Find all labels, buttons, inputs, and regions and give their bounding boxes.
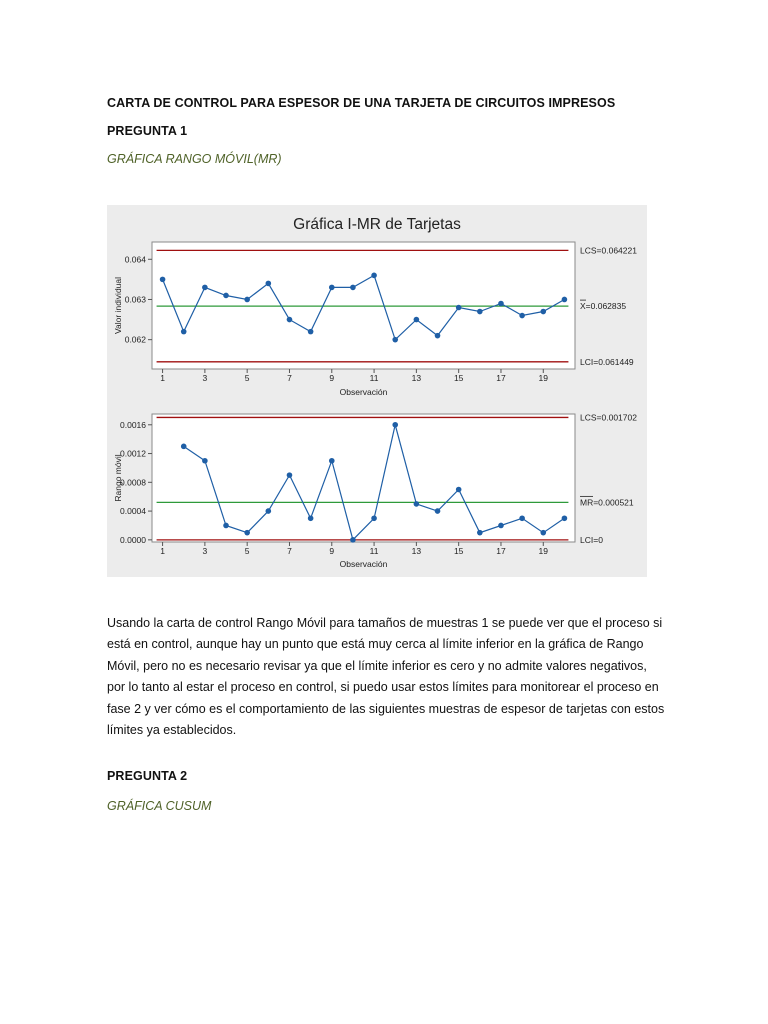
panel-2-data-point-11	[371, 515, 377, 521]
panel-2-data-point-6	[266, 508, 272, 514]
panel-1-data-point-6	[266, 281, 272, 287]
panel-1-lcl-label: LCI=0.061449	[580, 356, 634, 367]
panel-2-data-point-16	[477, 530, 483, 536]
panel-2-x-tick-label-7: 7	[287, 546, 292, 556]
panel-1-data-point-8	[308, 329, 314, 335]
panel-2-data-point-15	[456, 487, 462, 493]
panel-1-x-tick-label-15: 15	[453, 373, 464, 383]
control-chart-figure	[107, 205, 647, 577]
panel-2-y-tick-label-0.0000: 0.0000	[120, 534, 146, 545]
panel-2-data-point-3	[202, 458, 208, 464]
panel-1-y-tick-label-0.062: 0.062	[124, 334, 146, 345]
panel-2-y-tick-label-0.0016: 0.0016	[120, 419, 146, 430]
panel-2-x-tick-label-5: 5	[244, 546, 250, 556]
panel-1-x-axis-label: Observación	[339, 387, 388, 397]
panel-1-y-axis-label: Valor individual	[113, 276, 123, 335]
panel-2-x-tick-label-1: 1	[160, 546, 165, 556]
panel-2-x-tick-label-11: 11	[369, 546, 379, 556]
panel-2-data-point-18	[519, 515, 525, 521]
panel-1-x-tick-label-7: 7	[287, 373, 292, 383]
panel-2-x-tick-label-17: 17	[496, 546, 506, 556]
panel-2-data-point-8	[308, 515, 314, 521]
panel-1-data-point-17	[498, 301, 504, 307]
panel-1-data-point-20	[562, 297, 568, 303]
panel-1-ucl-label: LCS=0.064221	[580, 245, 637, 256]
panel-2-x-tick-label-3: 3	[202, 546, 208, 556]
panel-1-x-tick-label-17: 17	[496, 373, 506, 383]
panel-1-data-point-5	[244, 297, 250, 303]
panel-1-data-point-19	[540, 309, 546, 315]
panel-2-data-point-19	[540, 530, 546, 536]
panel-1-x-tick-label-11: 11	[369, 373, 379, 383]
panel-1-data-point-2	[181, 329, 187, 335]
panel-1-data-point-15	[456, 305, 462, 311]
question-2-heading: PREGUNTA 2	[107, 769, 188, 783]
panel-1-x-tick-label-3: 3	[202, 373, 208, 383]
panel-2-data-point-12	[392, 422, 398, 428]
panel-1-data-point-7	[287, 317, 293, 323]
panel-2-x-tick-label-19: 19	[538, 546, 549, 556]
panel-1-data-point-1	[160, 277, 166, 283]
panel-2-data-point-5	[244, 530, 250, 536]
panel-2-data-point-10	[350, 537, 356, 543]
panel-2-data-point-14	[435, 508, 441, 514]
question-2-subtitle: GRÁFICA CUSUM	[107, 799, 212, 813]
panel-1-data-point-16	[477, 309, 483, 315]
panel-2-data-point-13	[414, 501, 420, 507]
panel-1-x-tick-label-13: 13	[411, 373, 422, 383]
panel-1-data-point-11	[371, 273, 377, 279]
panel-2-y-tick-label-0.0012: 0.0012	[120, 448, 146, 459]
panel-2-y-tick-label-0.0008: 0.0008	[120, 477, 146, 488]
panel-2-data-point-4	[223, 523, 229, 529]
panel-2-lcl-label: LCI=0	[580, 534, 603, 545]
panel-2-x-tick-label-15: 15	[453, 546, 464, 556]
panel-1-x-tick-label-19: 19	[538, 373, 549, 383]
panel-1-data-point-18	[519, 313, 525, 319]
chart-title: Gráfica I-MR de Tarjetas	[293, 216, 461, 233]
panel-2-x-axis-label: Observación	[339, 559, 388, 569]
panel-2-ucl-label: LCS=0.001702	[580, 412, 637, 423]
panel-1-data-point-4	[223, 293, 229, 299]
analysis-paragraph: Usando la carta de control Rango Móvil para tamaños de muestras 1 se puede ver que el proceso si está en control, aunque hay un punto que está muy cerca al límite inferior en la gráfica de Rango Móvil, pero no es necesario revisar ya que el límite inferior es cero y no admite valores negativos, por lo tanto al estar el proceso en control, si puedo usar estos límites para monitorear el proceso en fase 2 y ver cómo es el comportamiento de las siguientes muestras de espesor de tarjetas con estos límites ya establecidos.	[107, 616, 665, 738]
document-title: CARTA DE CONTROL PARA ESPESOR DE UNA TARJETA DE CIRCUITOS IMPRESOS	[107, 96, 616, 110]
panel-1-x-tick-label-5: 5	[244, 373, 250, 383]
panel-2-plot-area	[152, 414, 575, 542]
question-1-subtitle: GRÁFICA RANGO MÓVIL(MR)	[107, 152, 282, 166]
panel-2-data-point-7	[287, 472, 293, 478]
panel-2-data-point-17	[498, 523, 504, 529]
panel-2-x-tick-label-9: 9	[329, 546, 335, 556]
panel-1-data-point-13	[414, 317, 420, 323]
panel-1-y-tick-label-0.064: 0.064	[124, 254, 146, 265]
panel-1-x-tick-label-9: 9	[329, 373, 335, 383]
panel-1-data-point-14	[435, 333, 441, 339]
i-mr-chart	[107, 205, 647, 577]
panel-1-center-label: X=0.062835	[580, 301, 627, 312]
panel-1-data-point-3	[202, 285, 208, 291]
panel-2-data-point-2	[181, 444, 187, 450]
panel-1-data-point-12	[392, 337, 398, 343]
panel-2-y-axis-label: Rango móvil	[113, 454, 123, 502]
panel-2-data-point-9	[329, 458, 335, 464]
panel-2-center-label: MR=0.000521	[580, 497, 634, 508]
panel-2-y-tick-label-0.0004: 0.0004	[120, 506, 146, 517]
panel-2-data-point-20	[562, 515, 568, 521]
panel-1-x-tick-label-1: 1	[160, 373, 165, 383]
panel-1-data-point-10	[350, 285, 356, 291]
question-1-heading: PREGUNTA 1	[107, 124, 188, 138]
panel-1-data-point-9	[329, 285, 335, 291]
panel-1-y-tick-label-0.063: 0.063	[124, 294, 146, 305]
panel-2-x-tick-label-13: 13	[411, 546, 422, 556]
